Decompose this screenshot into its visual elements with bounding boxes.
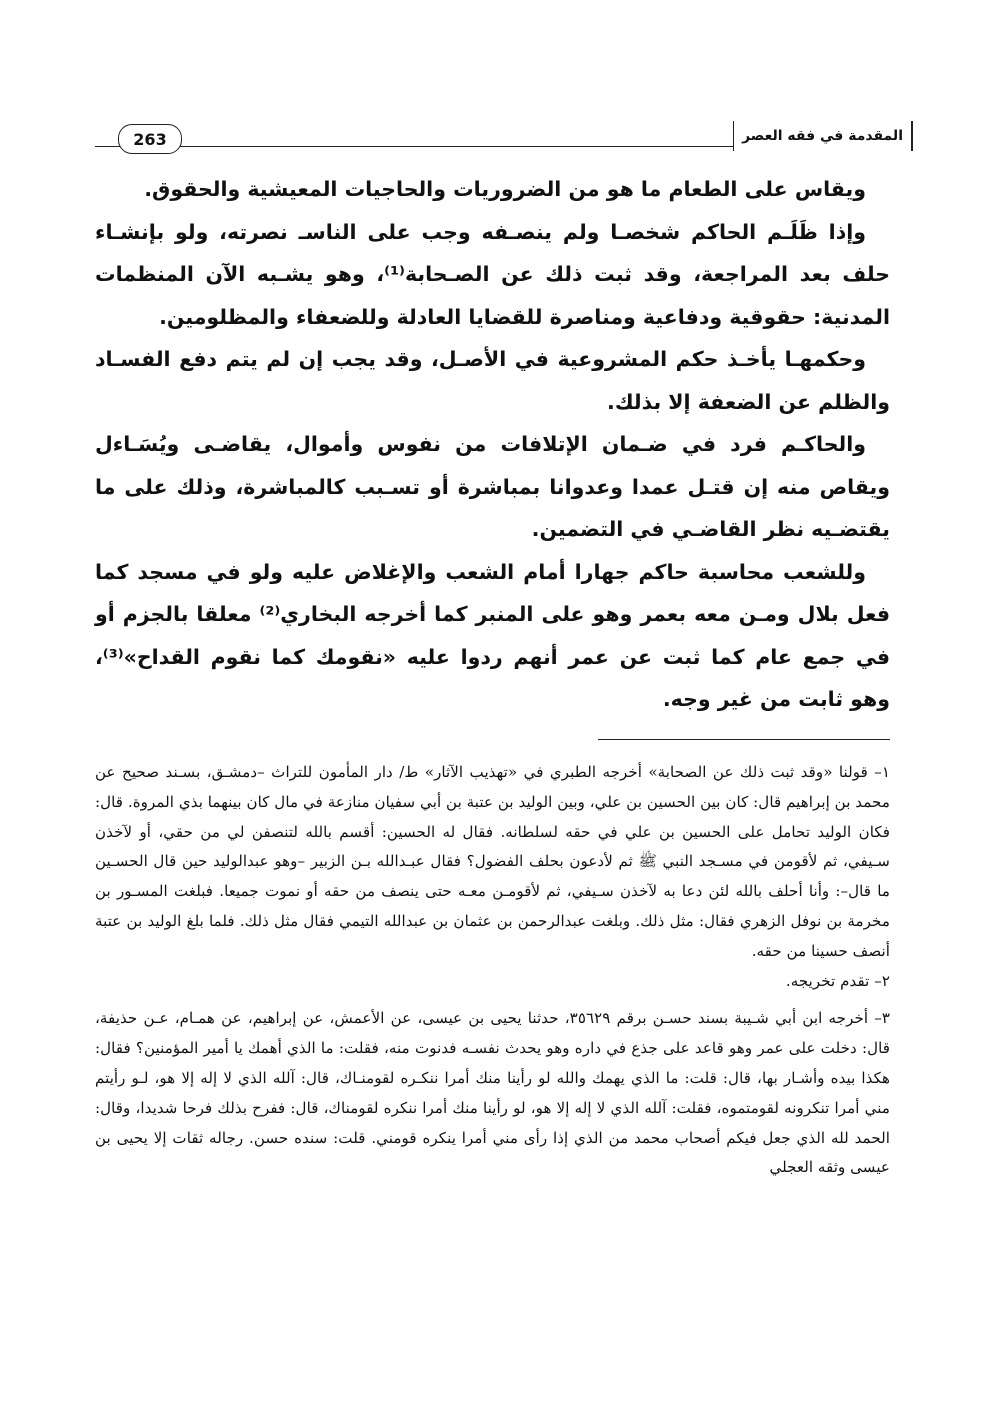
paragraph-1: ويقاس على الطعام ما هو من الضروريات والحاجيات المعيشية والحقوق. [144, 177, 866, 201]
paragraph-3: وحكمهـا يأخـذ حكم المشروعية في الأصـل، وقد يجب إن لم يتم دفع الفسـاد والظلم عن الضعفة إلا بذلك. [95, 347, 890, 414]
footnote-1: ١– قولنا «وقد ثبت ذلك عن الصحابة» أخرجه الطبري في «تهذيب الآثار» ط/ دار المأمون للتراث –دمشـق، بسـند صحيح عن محمد بن إبراهيم قال: كان بين الحسين بن علي، وبين الوليد بن عتبة بن أبي سفيان منازعة في مال كان بينهما بذي المروة. قال: فكان الوليد تحامل على الحسين بن علي في حقه لسلطانه. فقال له الحسين: أقسم بالله لتنصفن لي من حقي، أو لآخذن سـيفي، ثم لأقومن في مسـجد النبي ﷺ ثم لأدعون بحلف الفضول؟ فقال عبـدالله بـن الزبير –وهو عبدالوليد حين قال الحسـين ما قال–: وأنا أحلف بالله لئن دعا به لآخذن سـيفي، ثم لأقومـن معـه حتى ينصف من حقه أو نموت جميعا. فبلغت المسـور بن مخرمة بن نوفل الزهري فقال: مثل ذلك. وبلغت عبدالرحمن بن عثمان بن عبدالله التيمي فقال مثل ذلك. فلما بلغ الوليد بن عتبة أنصف حسينا من حقه. [95, 763, 890, 960]
running-title: المقدمة في فقه العصر [733, 121, 913, 151]
main-text [95, 168, 890, 721]
footnote-2: ٢– تقدم تخريجه. [785, 971, 890, 990]
page-number: 263 [118, 124, 182, 154]
footnote-separator [598, 739, 890, 740]
paragraph-2: وإذا ظَلَـم الحاكم شخصـا ولم ينصـفه وجب على الناسـ نصرته، ولو بإنشـاء حلف بعد المراجعة، وقد ثبت ذلك عن الصـحابة⁽¹⁾، وهو يشـبه الآن المنظمات المدنية: حقوقية ودفاعية ومناصرة للقضايا العادلة وللضعفاء والمظلومين. [95, 219, 890, 329]
paragraph-5: وللشعب محاسبة حاكم جهارا أمام الشعب والإغلاض عليه ولو في مسجد كما فعل بلال ومـن معه بعمر وهو على المنبر كما أخرجه البخاري⁽²⁾ معلقا بالجزم أو في جمع عام كما ثبت عن عمر أنهم ردوا عليه «نقومك كما نقوم القداح»⁽³⁾، وهو ثابت من غير وجه. [95, 559, 890, 711]
paragraph-4: والحاكـم فرد في ضـمان الإتلافات من نفوس وأموال، يقاضـى ويُسَـاءل ويقاص منه إن قتـل عمدا وعدوانا بمباشرة أو تسـبب كالمباشرة، وذلك على ما يقتضـيه نظر القاضـي في التضمين. [95, 432, 890, 541]
footnotes [95, 758, 890, 1183]
header-rule-center [180, 146, 730, 147]
footnote-3: ٣– أخرجه ابن أبي شـيبة بسند حسـن برقم ٣٥٦٢٩، حدثنا يحيى بن عيسى، عن الأعمش، عن إبراهيم، عن همـام، عـن حذيفة، قال: دخلت على عمر وهو قاعد على جذع في داره وهو يحدث نفسـه فدنوت منه، فقلت: ما الذي أهمك يا أمير المؤمنين؟ فقال: هكذا بيده وأشـار بها، قال: قلت: ما الذي يهمك والله لو رأينا منك أمرا ننكـره لقومنـاك، قال: آلله الذي لا إله إلا هو، لـو رأيتم مني أمرا تنكرونه لقومتموه، فقلت: آلله الذي لا إله إلا هو، لو رأينا منك أمرا ننكره لقومناك، قال: ففرح بذلك فرحا شديدا، وقال: الحمد لله الذي جعل فيكم أصحاب محمد من الذي إذا رأى مني أمرا ينكره قومني. قلت: سنده حسن. رجاله ثقات إلا يحيى بن عيسى وثقه العجلي [95, 1009, 891, 1177]
